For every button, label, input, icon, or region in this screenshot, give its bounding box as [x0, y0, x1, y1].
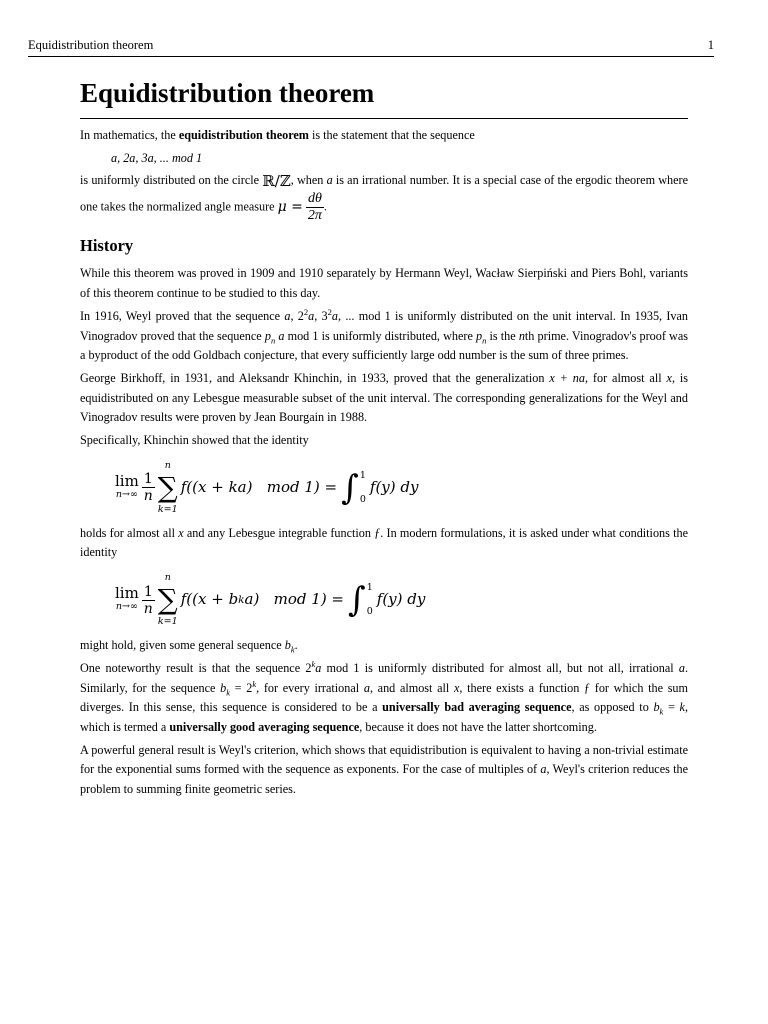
bold-term-good: universally good averaging sequence [169, 720, 360, 734]
equation-khinchin: lim n→∞ $\frac{1}{n}$ n ∑ k=1 f((x + ka) mod 1) = ∫ 1 0 f(y) dy [115, 459, 419, 515]
history-paragraph-5: holds for almost all x and any Lebesgue integrable function ƒ. In modern formulations, it is asked under what conditions the identity [80, 525, 688, 560]
history-paragraph-2: In 1916, Weyl proved that the sequence a, $2^2a$, $3^2a$, ... mod 1 is uniformly distributed on the unit interval. In 1935, Ivan Vinogradov proved that the sequence $p_n$ a mod 1 is uniformly distributed, where $p_n$ is the nth prime. Vinogradov's proof was a byproduct of the odd Goldbach conjecture, that every sufficiently large odd number is the sum of three primes. [80, 306, 689, 363]
intro-paragraph: In mathematics, the equidistribution theorem is the statement that the sequence [80, 128, 475, 142]
history-paragraph-4: Specifically, Khinchin showed that the identity [80, 433, 309, 448]
history-paragraph-6: might hold, given some general sequence $b_k$. [80, 638, 298, 655]
history-paragraph-3: George Birkhoff, in 1931, and Aleksandr Khinchin, in 1933, proved that the generalization x + na, for almost all x, is equidistributed on any Lebesgue measurable subset of the unit interval. The corresponding generalizations for the Weyl and Vinogradov results were proven by Jean Bourgain in 1988. [80, 370, 689, 425]
history-paragraph-1: While this theorem was proved in 1909 and 1910 separately by Hermann Weyl, Wacław Sierpiński and Piers Bohl, variants of this theorem continue to be studied to this day. [80, 266, 688, 301]
title-rule [80, 118, 688, 119]
fraction: $\frac{d\theta}{2\pi}$ [307, 191, 322, 224]
mu-math: μ = [277, 199, 303, 216]
page-title: Equidistribution theorem [80, 78, 375, 108]
running-header [28, 38, 714, 57]
sequence-line: a, 2a, 3a, ... mod 1 [111, 150, 203, 165]
history-paragraph-7: One noteworthy result is that the sequence 2$^k$a mod 1 is uniformly distributed for almost all, but not all, irrational a. Similarly, for the sequence $b_k = 2^k$, for every irrational a, and almost all x, there exists a function ƒ for which the sum diverges. In this sense, this sequence is considered to be a universally bad averaging sequence, as opposed to $b_k = k$, which is termed a universally good averaging sequence, because it does not have the latter shortcoming. [80, 658, 689, 734]
section-heading-history: History [80, 236, 134, 256]
circle-math: ℝ/ℤ [262, 171, 291, 190]
page-number: 1 [707, 38, 714, 52]
article-body [80, 126, 688, 803]
bold-term: equidistribution theorem [178, 128, 309, 142]
running-header-title: Equidistribution theorem [28, 38, 154, 52]
equation-general: lim n→∞ $\frac{1}{n}$ n ∑ k=1 f((x + b k a) mod 1) = ∫ 1 0 f(y) dy [115, 572, 426, 628]
bold-term-bad: universally bad averaging sequence [382, 700, 572, 715]
history-paragraph-8: A powerful general result is Weyl's criterion, which shows that equidistribution is equivalent to having a non-trivial estimate for the exponential sums formed with the sequence as exponents. For the case of multiples of a, Weyl's criterion reduces the problem to summing finite geometric series. [80, 742, 688, 797]
intro-paragraph-2: is uniformly distributed on the circle ℝ/ℤ, when a is an irrational number. It is a special case of the ergodic theorem where one takes the normalized angle measure μ = $\frac{d\theta}{2\pi}$ . [80, 171, 689, 224]
